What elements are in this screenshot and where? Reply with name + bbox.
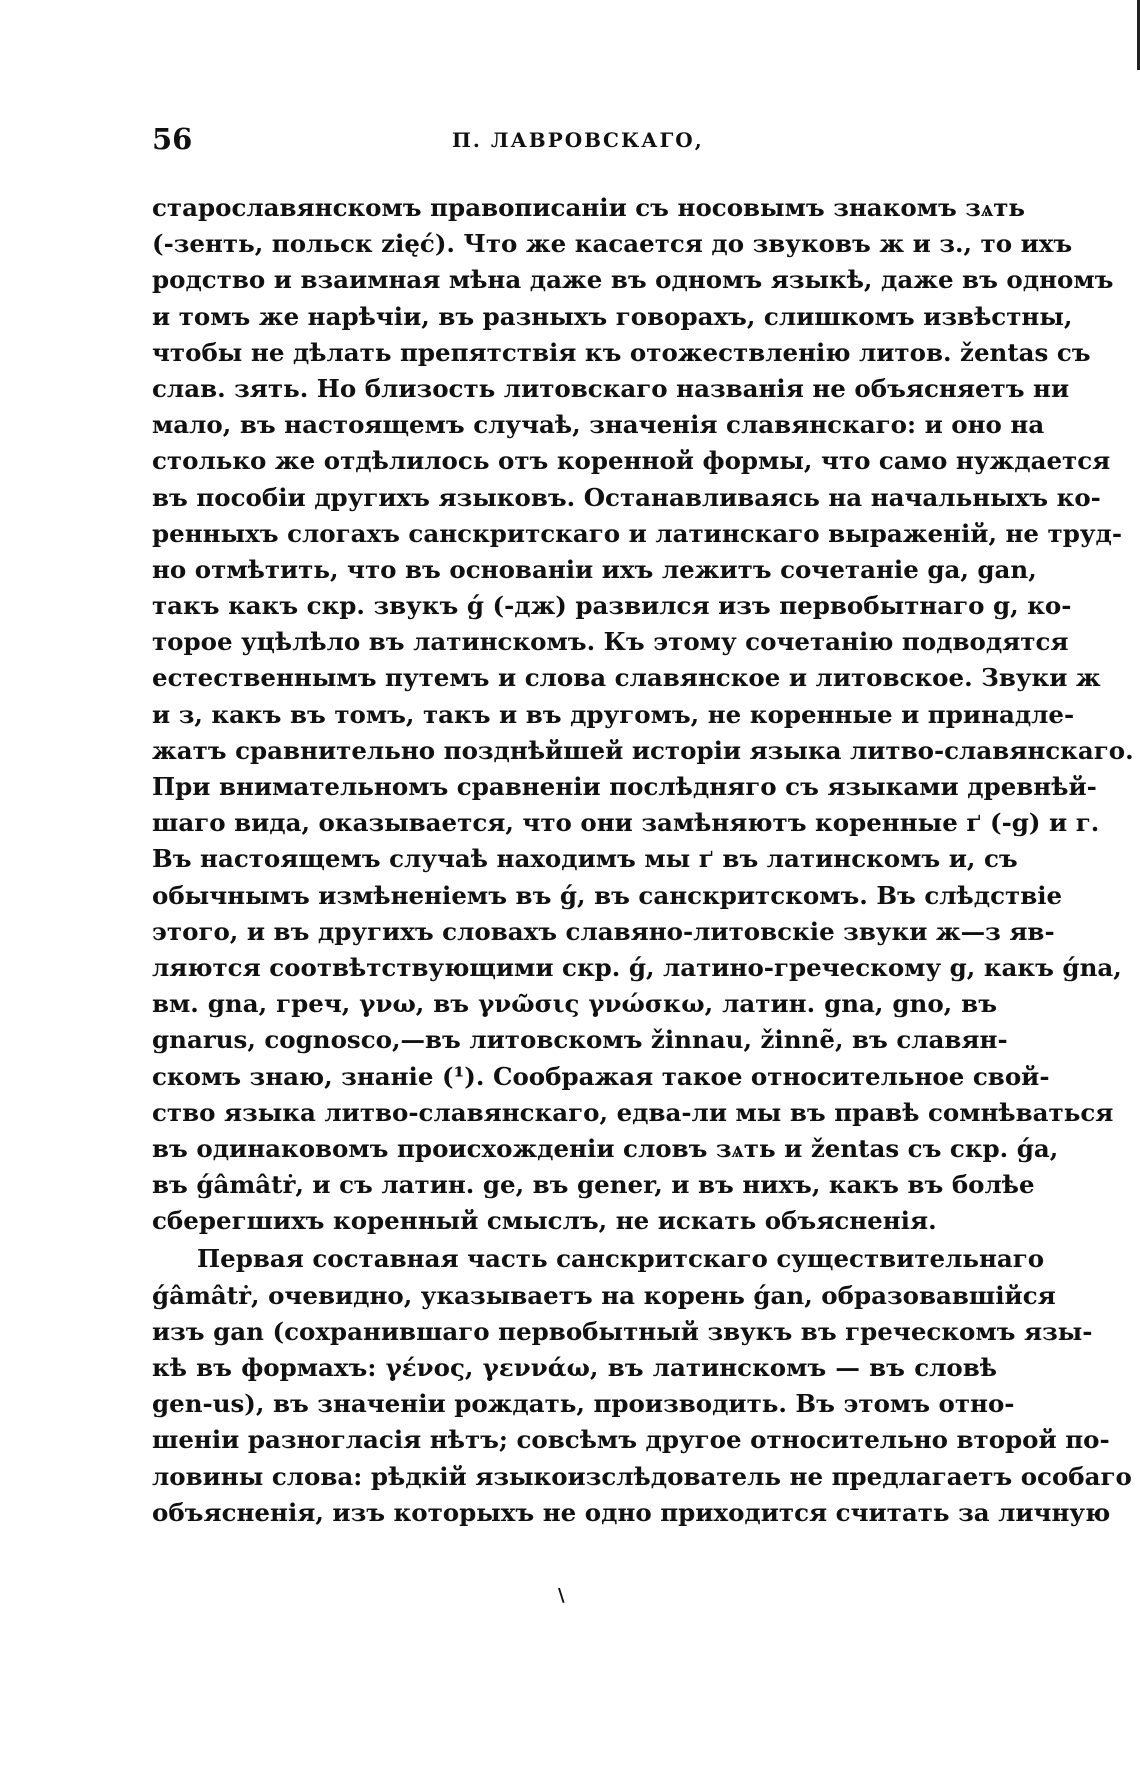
text-line: чтобы не дѣлать препятствія къ отожествленію литов. žentas съ: [152, 337, 1091, 367]
text-line: Въ настоящемъ случаѣ находимъ мы ґ въ латинскомъ и, съ: [152, 844, 1018, 874]
paragraph-2: [152, 1241, 1132, 1531]
text-line: родство и взаимная мѣна даже въ одномъ языкѣ, даже въ одномъ: [152, 265, 1114, 295]
running-head: П. ЛАВРОВСКАГО,: [452, 128, 704, 152]
text-line: (-зенть, польск zięć). Что же касается до звуковъ ж и з., то ихъ: [152, 229, 1073, 259]
text-line: ство языка литво-славянскаго, едва-ли мы въ правѣ сомнѣваться: [152, 1097, 1114, 1127]
text-line: Первая составная часть санскритскаго существительнаго: [197, 1244, 1045, 1274]
text-line: ловины слова: рѣдкій языкоизслѣдователь не предлагаетъ особаго: [152, 1461, 1132, 1491]
text-line: естественнымъ путемъ и слова славянское и литовское. Звуки ж: [152, 663, 1101, 693]
text-line: въ ǵâmâtṙ, и съ латин. ge, въ gener, и въ нихъ, какъ въ болѣе: [152, 1170, 1035, 1200]
text-line: ǵâmâtṙ, очевидно, указываетъ на корень ǵan, образовавшійся: [152, 1280, 1056, 1310]
text-line: шаго вида, оказывается, что они замѣняютъ коренные ґ (-g) и г.: [152, 808, 1100, 838]
paragraph-1: [152, 190, 1134, 1239]
text-line: скомъ знаю, знаніе (¹). Соображая такое относительное свой-: [152, 1061, 1050, 1091]
text-line: слав. зять. Но близость литовскаго названія не объясняетъ ни: [152, 373, 1070, 403]
body-text: [152, 190, 1134, 1531]
text-line: въ пособіи другихъ языковъ. Останавливаясь на начальныхъ ко-: [152, 482, 1101, 512]
text-line: вм. gna, греч, γνω, въ γνῶσις γνώσκω, латин. gna, gno, въ: [152, 989, 997, 1019]
text-line: ляются соотвѣтствующими скр. ǵ, латино-греческому g, какъ ǵna,: [152, 952, 1122, 982]
text-line: мало, въ настоящемъ случаѣ, значенія славянскаго: и оно на: [152, 410, 1045, 440]
text-line: gnarus, cognosco,—въ литовскомъ žinnau, žinnẽ, въ славян-: [152, 1025, 1008, 1055]
text-line: кѣ въ формахъ: γένος, γεννάω, въ латинскомъ — въ словѣ: [152, 1353, 997, 1382]
text-line: столько же отдѣлилось отъ коренной формы, что само нуждается: [152, 446, 1111, 476]
text-line: изъ gan (сохранившаго первобытный звукъ въ греческомъ язы-: [152, 1316, 1093, 1346]
text-line: этого, и въ другихъ словахъ славяно-литовскіе звуки ж—з яв-: [152, 916, 1055, 946]
page-header: [152, 122, 997, 162]
text-line: въ одинаковомъ происхожденіи словъ зѧть и žentas съ скр. ǵa,: [152, 1133, 1059, 1163]
text-line: сберегшихъ коренный смыслъ, не искать объясненія.: [152, 1206, 937, 1236]
text-line: старославянскомъ правописаніи съ носовымъ знакомъ зѧть: [152, 193, 1026, 222]
text-line: шеніи разногласія нѣтъ; совсѣмъ другое относительно второй по-: [152, 1425, 1110, 1455]
text-line: такъ какъ скр. звукъ ǵ (-дж) развился изъ первобытнаго g, ко-: [152, 591, 1072, 621]
page-number: 56: [152, 122, 193, 156]
text-line: обычнымъ измѣненіемъ въ ǵ, въ санскритскомъ. Въ слѣдствіе: [152, 880, 1063, 910]
text-line: жатъ сравнительно позднѣйшей исторіи языка литво-славянскаго.: [152, 735, 1134, 765]
text-line: и з, какъ въ томъ, такъ и въ другомъ, не коренные и принадле-: [152, 699, 1075, 729]
text-line: При внимательномъ сравненіи послѣдняго съ языками древнѣй-: [152, 772, 1097, 801]
text-line: но отмѣтить, что въ основаніи ихъ лежитъ сочетаніе ga, gan,: [152, 554, 1037, 584]
text-line: торое уцѣлѣло въ латинскомъ. Къ этому сочетанію подводятся: [152, 627, 1069, 657]
text-line: и томъ же нарѣчіи, въ разныхъ говорахъ, слишкомъ извѣстны,: [152, 301, 1073, 331]
text-line: ренныхъ слогахъ санскритскаго и латинскаго выраженій, не труд-: [152, 518, 1123, 548]
text-line: gen-us), въ значеніи рождать, производить. Въ этомъ отно-: [152, 1389, 1015, 1419]
text-line: объясненія, изъ которыхъ не одно приходится считать за личную: [152, 1497, 1111, 1527]
footer-mark: \: [558, 1585, 565, 1606]
